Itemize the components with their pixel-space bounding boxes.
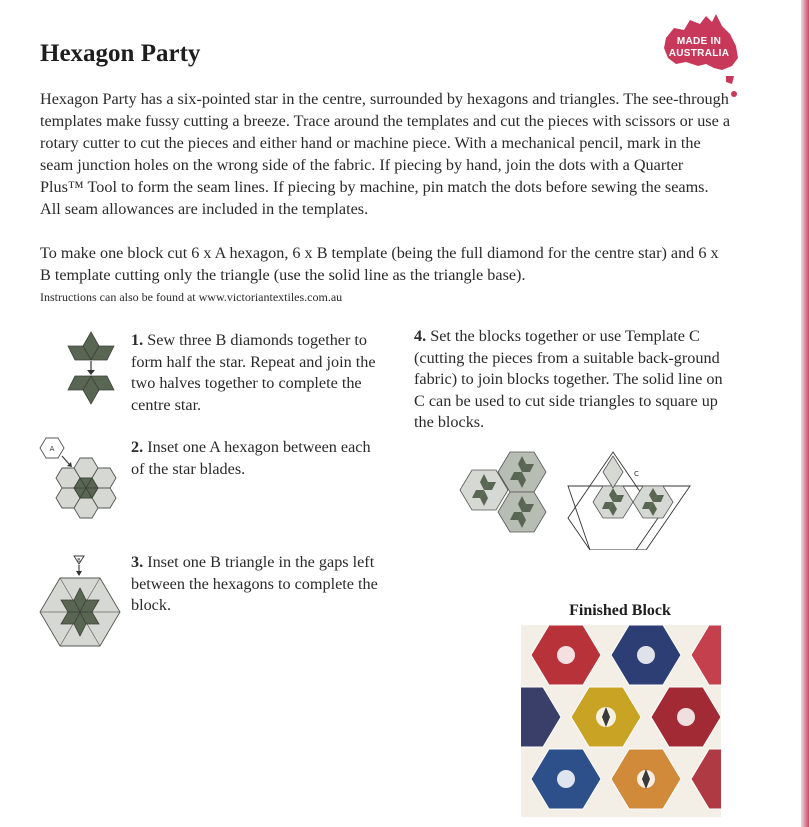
made-in-australia-badge: [660, 12, 742, 100]
step4-joined-blocks-diagram: [458, 450, 698, 550]
step-4-text: Set the blocks together or use Template C (cutting the pieces from a suitable back-ground fabric) to join blocks together. The solid line on C can be used to cut side triangles to square up the blocks.: [414, 327, 723, 431]
step3-triangle-inset-diagram: [36, 552, 124, 648]
step-4: [414, 326, 734, 434]
step-2: [131, 437, 371, 480]
intro-paragraph: Hexagon Party has a six-pointed star in the centre, surrounded by hexagons and triangles. The see-through templates make fussy cutting a breeze. Trace around the templates and cut the pieces with scissors or use a rotary cutter to cut the pieces and either hand or machine piece. With a mechanical pencil, mark in the seam junction holes on the wrong side of the fabric. If piecing by hand, join the dots with a Quarter Plus™ Tool to form the seam lines. If piecing by machine, pin match the dots before sewing the seams. All seam allowances are included in the templates.: [40, 90, 731, 218]
cut-instructions: To make one block cut 6 x A hexagon, 6 x B template (being the full diamond for the centre star) and 6 x B template cutting only the triangle (use the solid line as the triangle base).: [40, 244, 719, 284]
page-edge-stripe: [801, 0, 809, 827]
step-3: [131, 552, 381, 617]
step-1-text: Sew three B diamonds together to form half the star. Repeat and join the two halves together to complete the centre star.: [131, 331, 376, 414]
finished-block-photo: [521, 625, 721, 817]
step-1: [131, 330, 381, 416]
page-title: Hexagon Party: [40, 40, 201, 67]
step-3-number: 3.: [131, 553, 144, 571]
step-2-text: Inset one A hexagon between each of the star blades.: [131, 438, 371, 478]
step2-hexagon-inset-diagram: [36, 436, 122, 532]
template-c-label: C: [634, 470, 639, 478]
step-3-text: Inset one B triangle in the gaps left between the hexagons to complete the block.: [131, 553, 378, 614]
step-1-number: 1.: [131, 331, 144, 349]
finished-block-title: Finished Block: [569, 602, 671, 619]
website-note: Instructions can also be found at www.victoriantextiles.com.au: [40, 290, 343, 304]
badge-line-2: AUSTRALIA: [668, 48, 730, 59]
template-a-label: A: [49, 445, 55, 453]
badge-text: [660, 36, 738, 60]
step-2-number: 2.: [131, 438, 144, 456]
step1-half-stars-diagram: [66, 330, 116, 406]
template-b-label: B: [77, 558, 81, 564]
step-4-number: 4.: [414, 327, 427, 345]
badge-line-1: MADE IN: [676, 36, 722, 47]
